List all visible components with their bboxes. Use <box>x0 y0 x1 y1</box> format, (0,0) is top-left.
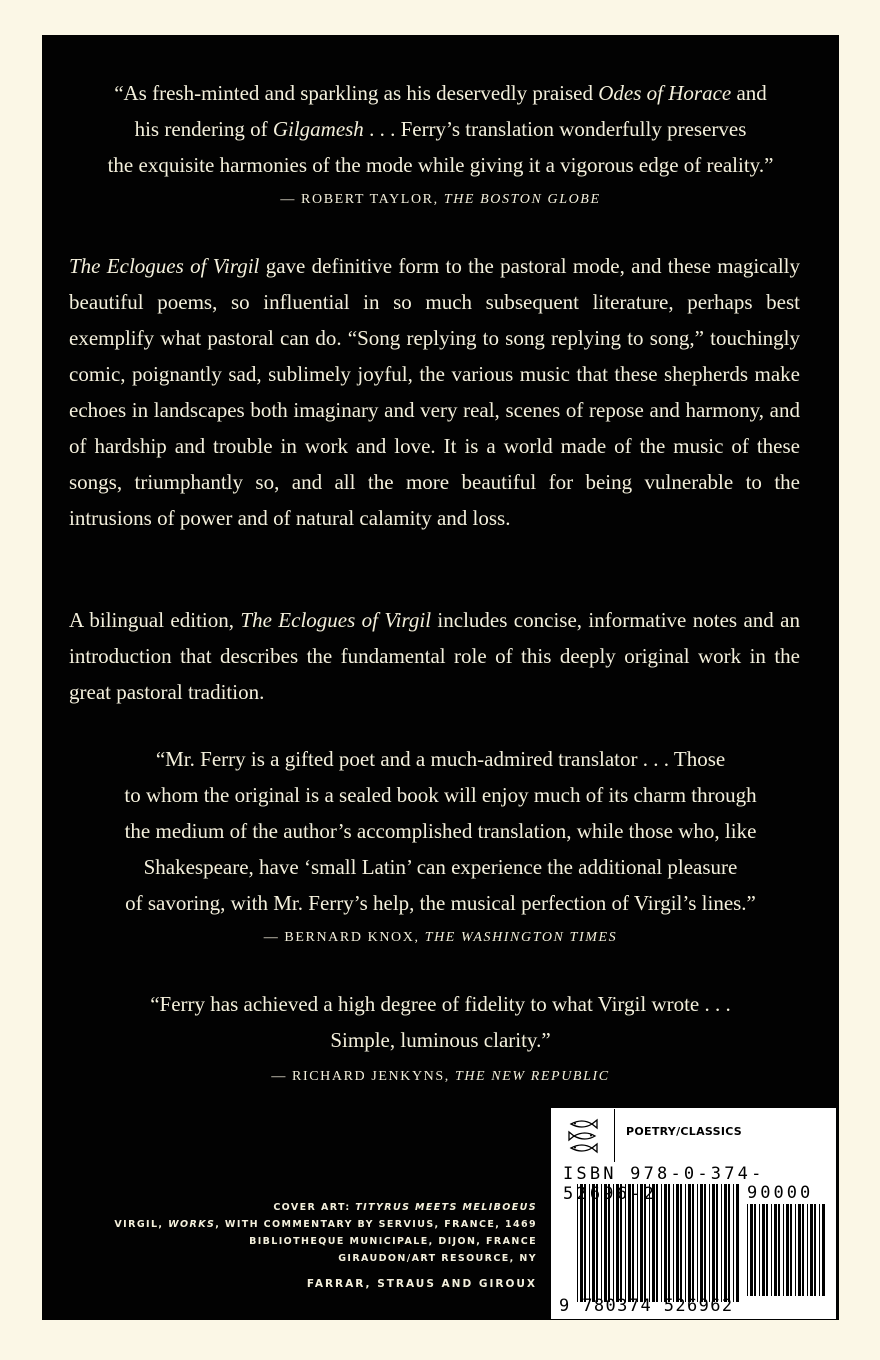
isbn-barcode <box>551 1162 836 1319</box>
credit-line: GIRAUDON/ART RESOURCE, NY <box>338 1253 537 1264</box>
quote-line: to whom the original is a sealed book will enjoy much of its charm through <box>124 783 757 807</box>
barcode-bar <box>810 1204 813 1296</box>
quote-line: “Ferry has achieved a high degree of fidelity to what Virgil wrote . . . <box>150 992 731 1016</box>
barcode-bar <box>795 1204 796 1296</box>
quote-line: Shakespeare, have ‘small Latin’ can experience the additional pleasure <box>143 855 738 879</box>
barcode-bar <box>774 1204 777 1296</box>
barcode-bar <box>754 1204 756 1296</box>
review-quote-knox <box>62 741 819 921</box>
barcode-bar <box>798 1204 801 1296</box>
publisher-logo <box>552 1109 615 1163</box>
barcode-bar <box>771 1204 772 1296</box>
barcode-bar <box>759 1204 760 1296</box>
category-label: POETRY/CLASSICS <box>626 1125 743 1138</box>
description-paragraph-1: The Eclogues of Virgil gave definitive form to the pastoral mode, and these magically beautiful poems, so influential in so much subsequent literature, perhaps best exemplify what pastoral can do. “Song replying to song replying to song,” touchingly comic, poignantly sad, sublimely joyful, the various music that these shepherds make echoes in landscapes both imaginary and very real, scenes of repose and harmony, and of hardship and trouble in work and love. It is a world made of the music of these songs, triumphantly so, and all the more beautiful for being vulnerable to the intrusions of power and of natural calamity and loss. <box>69 254 800 530</box>
credit-line: COVER ART: TITYRUS MEETS MELIBOEUS <box>273 1202 537 1213</box>
isbn-number: ISBN 978-0-374-52696-2 <box>563 1164 765 1204</box>
three-fish-icon <box>552 1109 614 1163</box>
attribution-jenkyns: — RICHARD JENKYNS, THE NEW REPUBLIC <box>271 1069 610 1084</box>
credit-line: BIBLIOTHEQUE MUNICIPALE, DIJON, FRANCE <box>249 1236 537 1247</box>
quote-line: “Mr. Ferry is a gifted poet and a much-admired translator . . . Those <box>155 747 726 771</box>
ean-digits: 9 780374 526962 <box>559 1296 734 1316</box>
barcode-bar <box>750 1204 753 1296</box>
barcode-bar <box>786 1204 789 1296</box>
description-paragraph-2: A bilingual edition, The Eclogues of Virgil includes concise, informative notes and an introduction that describes the fundamental role of this deeply original work in the great pastoral tradition. <box>69 608 800 704</box>
barcode-bar <box>802 1204 804 1296</box>
publisher-name: FARRAR, STRAUS AND GIROUX <box>306 1278 537 1290</box>
cover-art-credits <box>97 1199 537 1267</box>
category-box <box>551 1108 836 1162</box>
quote-line: his rendering of Gilgamesh . . . Ferry’s translation wonderfully preserves <box>134 117 747 141</box>
price-code: 90000 <box>747 1183 814 1203</box>
barcode-bar <box>783 1204 784 1296</box>
quote-line: Simple, luminous clarity.” <box>330 1028 551 1052</box>
quote-line: the exquisite harmonies of the mode while giving it a vigorous edge of reality.” <box>107 153 774 177</box>
review-quote-taylor <box>62 75 819 183</box>
review-quote-jenkyns <box>62 986 819 1058</box>
barcode-bar <box>762 1204 765 1296</box>
barcode-bar <box>736 1296 739 1302</box>
barcode-bar <box>766 1204 768 1296</box>
barcode-bar <box>747 1204 748 1296</box>
barcode-bar <box>819 1204 820 1296</box>
barcode-bar <box>778 1204 780 1296</box>
credit-line: VIRGIL, WORKS, WITH COMMENTARY BY SERVIUS, FRANCE, 1469 <box>114 1219 537 1230</box>
quote-line: the medium of the author’s accomplished translation, while those who, like <box>124 819 757 843</box>
barcode-bar <box>807 1204 808 1296</box>
quote-line: of savoring, with Mr. Ferry’s help, the musical perfection of Virgil’s lines.” <box>125 891 756 915</box>
attribution-knox: — BERNARD KNOX, THE WASHINGTON TIMES <box>263 930 618 945</box>
barcode-bar <box>790 1204 792 1296</box>
barcode-bar <box>822 1204 825 1296</box>
barcode-bar <box>814 1204 816 1296</box>
attribution-taylor: — ROBERT TAYLOR, THE BOSTON GLOBE <box>280 192 601 207</box>
quote-line: “As fresh-minted and sparkling as his deservedly praised Odes of Horace and <box>114 81 767 105</box>
